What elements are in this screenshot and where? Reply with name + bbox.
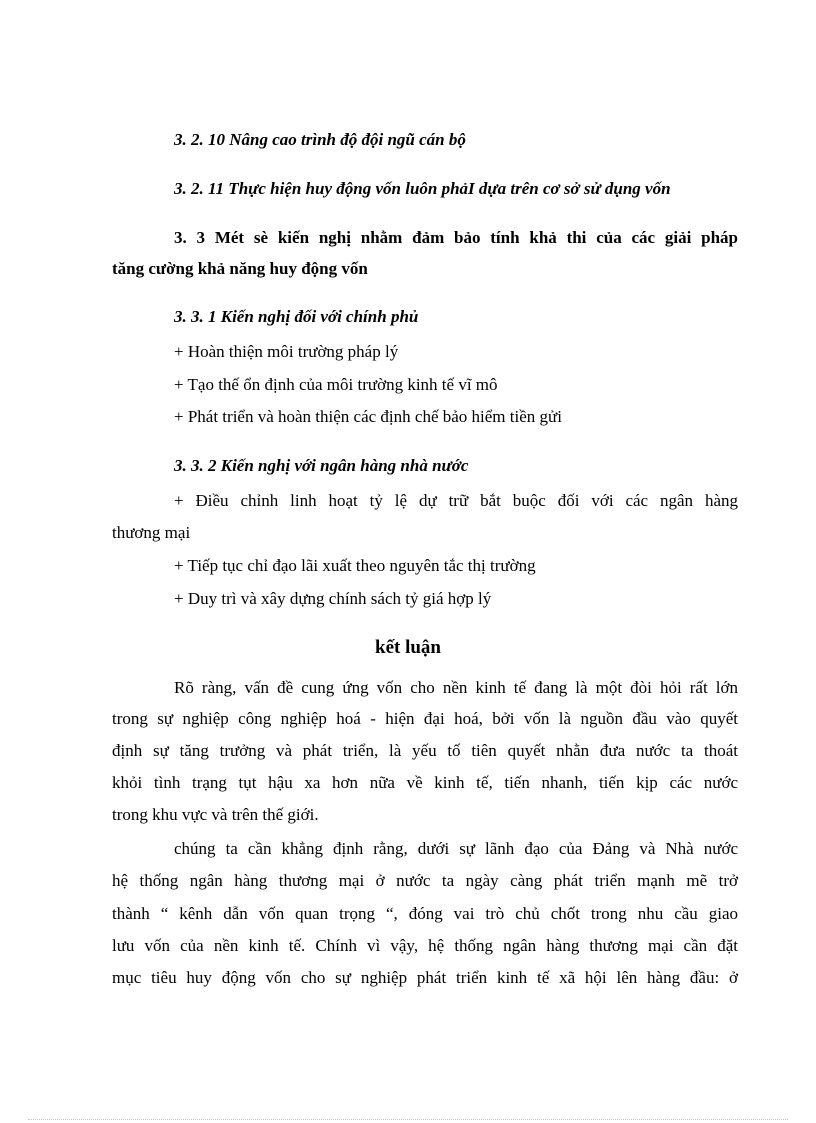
heading-3-2-11: 3. 2. 11 Thực hiện huy động vốn luôn phảI dựa trên cơ sở sử dụng vốn xyxy=(174,179,671,198)
paragraph-line: trong khu vực và trên thế giới. xyxy=(112,805,319,824)
paragraph-line: định sự tăng trưởng và phát triển, là yếu tố tiên quyết nhằn đưa nước ta thoát xyxy=(112,741,738,760)
page-bottom-divider xyxy=(28,1119,788,1120)
heading-3-3-2: 3. 3. 2 Kiến nghị với ngân hàng nhà nước xyxy=(174,456,469,475)
heading-3-3-line-2: tăng cường khả năng huy động vốn xyxy=(112,259,368,278)
list-item-continuation: thương mại xyxy=(112,523,191,542)
paragraph-line: thành “ kênh dẫn vốn quan trọng “, đóng vai trò chủ chốt trong nhu cầu giao xyxy=(112,904,738,923)
paragraph-line: Rõ ràng, vấn đề cung ứng vốn cho nền kinh tế đang là một đòi hỏi rất lớn xyxy=(174,678,738,697)
paragraph-line: chúng ta cần khẳng định rằng, dưới sự lãnh đạo của Đảng và Nhà nước xyxy=(174,839,738,858)
heading-3-3-line-1: 3. 3 Mét sè kiến nghị nhằm đảm bảo tính khả thi của các giải pháp xyxy=(174,228,738,247)
list-item: + Tạo thế ổn định của môi trường kinh tế vĩ mô xyxy=(174,375,498,394)
list-item: + Phát triển và hoàn thiện các định chế bảo hiểm tiền gửi xyxy=(174,407,562,426)
conclusion-title: kết luận xyxy=(375,637,441,658)
list-item: + Duy trì và xây dựng chính sách tỷ giá hợp lý xyxy=(174,589,492,608)
list-item: + Điều chỉnh linh hoạt tỷ lệ dự trữ bắt buộc đối với các ngân hàng xyxy=(174,491,738,510)
heading-3-2-10: 3. 2. 10 Nâng cao trình độ đội ngũ cán bộ xyxy=(174,130,466,149)
paragraph-line: khỏi tình trạng tụt hậu xa hơn nữa về kinh tế, tiến nhanh, tiến kịp các nước xyxy=(112,773,738,792)
paragraph-line: trong sự nghiệp công nghiệp hoá - hiện đại hoá, bởi vốn là nguồn đầu vào quyết xyxy=(112,709,738,728)
paragraph-line: mục tiêu huy động vốn cho sự nghiệp phát triển kinh tế xã hội lên hàng đầu: ở xyxy=(112,968,738,987)
paragraph-line: lưu vốn của nền kinh tế. Chính vì vậy, hệ thống ngân hàng thương mại cần đặt xyxy=(112,936,738,955)
list-item: + Tiếp tục chỉ đạo lãi xuất theo nguyên tắc thị trường xyxy=(174,556,536,575)
list-item: + Hoàn thiện môi trường pháp lý xyxy=(174,342,399,361)
heading-3-3-1: 3. 3. 1 Kiến nghị đối với chính phủ xyxy=(174,307,419,326)
paragraph-line: hệ thống ngân hàng thương mại ở nước ta ngày càng phát triển mạnh mẽ trở xyxy=(112,871,738,890)
